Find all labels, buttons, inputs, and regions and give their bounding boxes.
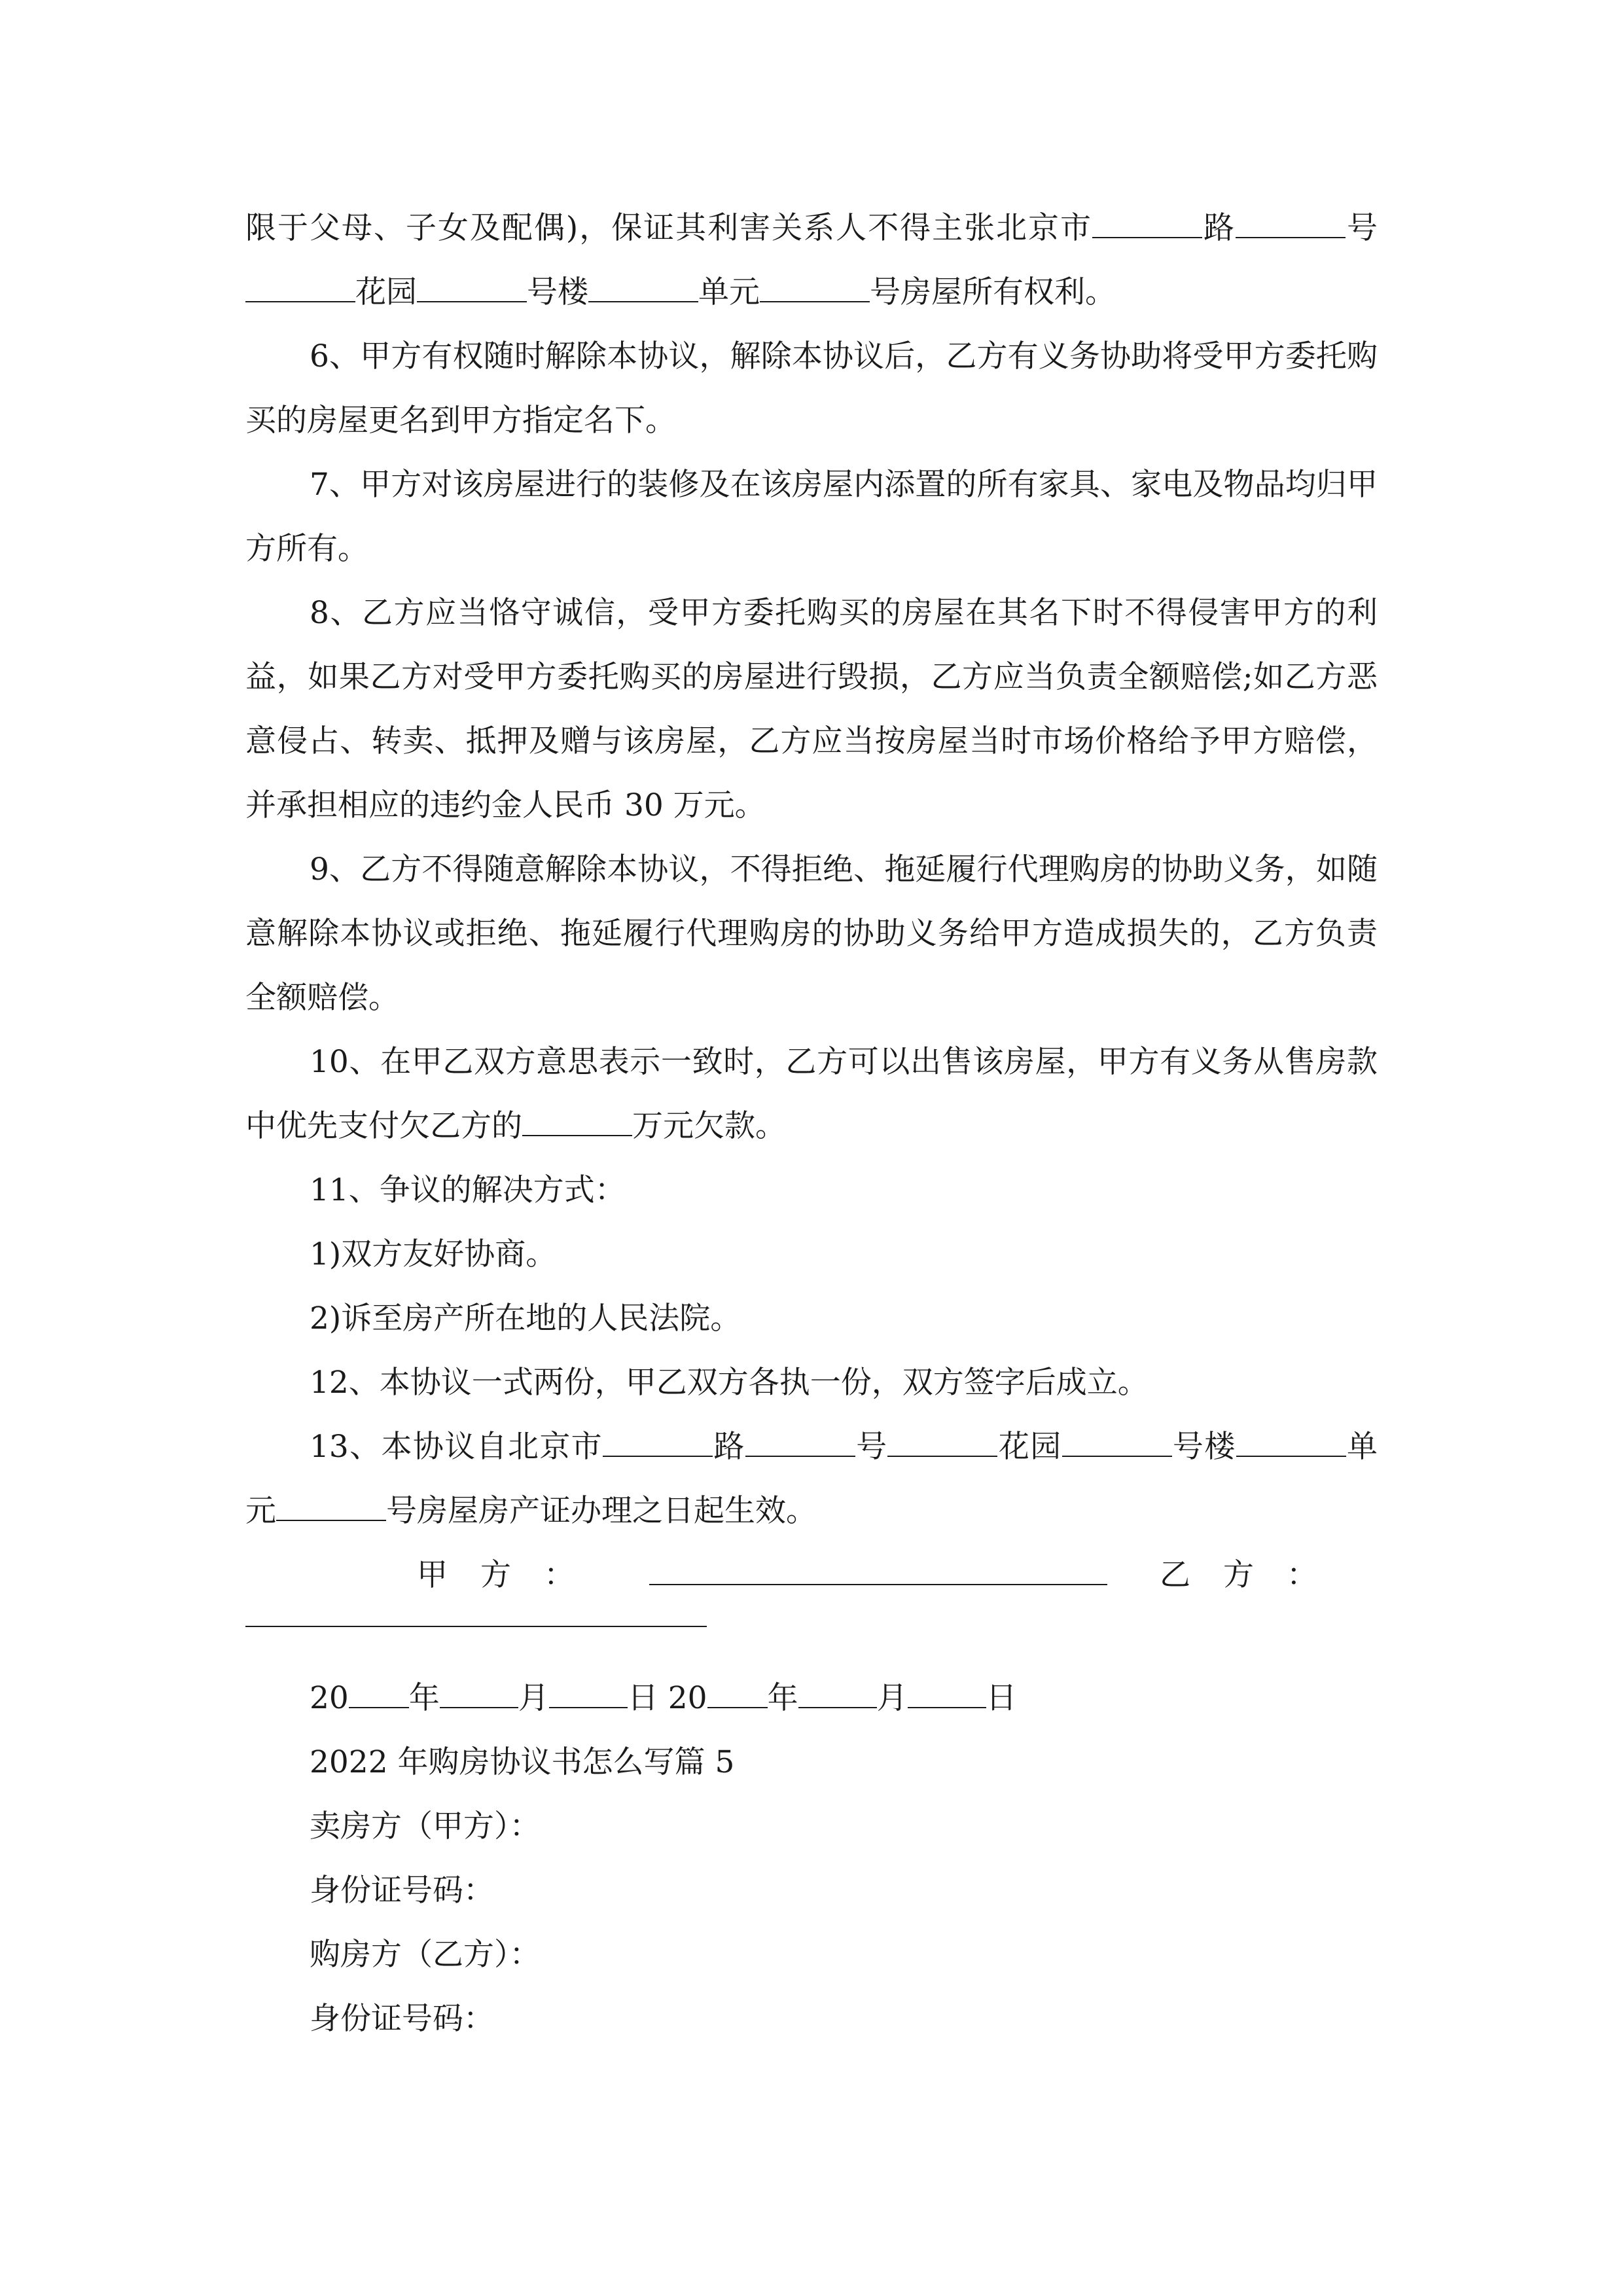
signing-dates: 20 年 月 日 20 年 月 日 — [310, 1680, 1017, 1716]
party-b-label: 乙方： — [1160, 1557, 1350, 1593]
blank-month-b[interactable] — [798, 1681, 877, 1708]
clause-13: 13、本协议自北京市 路 号 花园 号楼 单元 号房屋房产证办理之日起生效。 — [245, 1429, 1378, 1529]
blank-debt-amount[interactable] — [522, 1109, 632, 1136]
clause-11: 11、争议的解决方式： — [310, 1172, 626, 1208]
blank-day-a[interactable] — [549, 1681, 628, 1708]
blank-building[interactable] — [588, 275, 698, 302]
blank-road[interactable] — [603, 1429, 713, 1457]
clause-12: 12、本协议一式两份，甲乙双方各执一份，双方签字后成立。 — [310, 1365, 1149, 1401]
seller-label: 卖房方（甲方）： — [310, 1808, 541, 1844]
blank-garden[interactable] — [887, 1429, 997, 1457]
blank-garden[interactable] — [417, 275, 527, 302]
clause-11-item-1: 1)双方友好协商。 — [310, 1236, 557, 1272]
clause-6: 6、甲方有权随时解除本协议，解除本协议后，乙方有义务协助将受甲方委托购买的房屋更名到甲方指定名下。 — [245, 338, 1378, 439]
blank-room[interactable] — [276, 1494, 386, 1521]
clause-11-item-2: 2)诉至房产所在地的人民法院。 — [310, 1300, 741, 1336]
clause-9: 9、乙方不得随意解除本协议，不得拒绝、拖延履行代理购房的协助义务，如随意解除本协议或拒绝、拖延履行代理购房的协助义务给甲方造成损失的，乙方负责全额赔偿。 — [245, 852, 1378, 1016]
seller-id-label: 身份证号码： — [310, 1873, 494, 1909]
signature-row — [245, 1543, 1378, 1607]
party-a-signature-line[interactable] — [649, 1558, 1107, 1585]
blank-unit[interactable] — [1236, 1429, 1346, 1457]
blank-number[interactable] — [745, 1429, 855, 1457]
blank-road-end[interactable] — [1236, 211, 1346, 238]
buyer-id-label: 身份证号码： — [310, 2001, 494, 2037]
clause-10: 10、在甲乙双方意思表示一致时，乙方可以出售该房屋，甲方有义务从售房款中优先支付欠乙方的 万元欠款。 — [245, 1044, 1378, 1144]
blank-year-b[interactable] — [707, 1681, 768, 1708]
blank-building[interactable] — [1062, 1429, 1172, 1457]
blank-month-a[interactable] — [440, 1681, 518, 1708]
blank-road[interactable] — [1092, 211, 1202, 238]
blank-day-b[interactable] — [908, 1681, 986, 1708]
blank-year-a[interactable] — [349, 1681, 409, 1708]
clause-5-continuation: 限于父母、子女及配偶)，保证其利害关系人不得主张北京市 路 号花园 号楼 单元 号房屋所有权利。 — [245, 210, 1378, 310]
blank-number[interactable] — [245, 275, 355, 302]
clause-8: 8、乙方应当恪守诚信，受甲方委托购买的房屋在其名下时不得侵害甲方的利益，如果乙方对受甲方委托购买的房屋进行毁损，乙方应当负责全额赔偿;如乙方恶意侵占、转卖、抵押及赠与该房屋，乙方应当按房屋当时市场价格给予甲方赔偿，并承担相应的违约金人民币 30 万元。 — [245, 595, 1378, 823]
buyer-label: 购房方（乙方）： — [310, 1937, 541, 1973]
document-body — [245, 196, 1378, 2051]
blank-unit[interactable] — [760, 275, 870, 302]
section-heading: 2022 年购房协议书怎么写篇 5 — [310, 1744, 735, 1780]
clause-7: 7、甲方对该房屋进行的装修及在该房屋内添置的所有家具、家电及物品均归甲方所有。 — [245, 467, 1378, 567]
party-a-label: 甲方： — [417, 1557, 607, 1593]
